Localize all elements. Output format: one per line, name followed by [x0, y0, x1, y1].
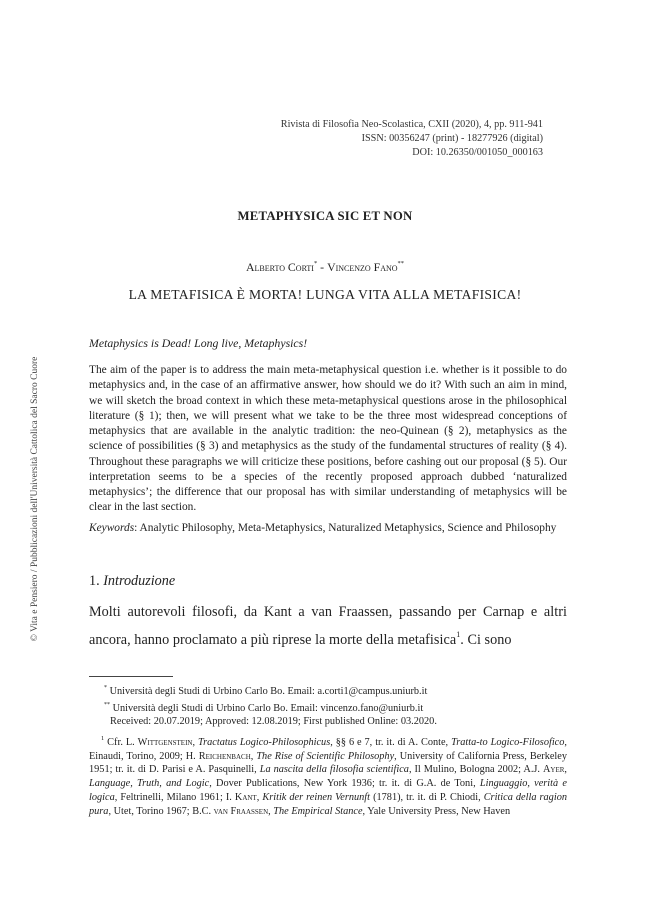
affiliation-1-mark: * [104, 685, 107, 691]
section-heading-title: Introduzione [103, 573, 176, 589]
affiliation-2 [104, 699, 574, 716]
footnote-text: , Einaudi, Torino, 2009; H. [89, 737, 567, 762]
footnote-reference-1[interactable]: 1 [456, 629, 461, 639]
footnote-text: , [192, 737, 198, 748]
cited-work-language: Language, Truth, and Logic [89, 778, 210, 790]
cited-work-empirical-stance: The Empirical Stance [273, 805, 363, 817]
keywords-text: : Analytic Philosophy, Meta-Metaphysics, Naturalized Metaphysics, Science and Philosophy [134, 522, 557, 534]
cited-work-trattato: Tratta-to Logico-Filosofico [451, 737, 565, 748]
footnote-text: , [256, 791, 263, 803]
footnote-text: , Il Mulino, Bologna 2002; A.J. [408, 764, 543, 776]
affiliation-2-mark: ** [104, 701, 110, 708]
footnote-text: , Yale University Press, New Haven [362, 805, 511, 817]
footnote-text: , [564, 764, 567, 776]
footnote-text: , Dover Publications, New York 1936; tr. it. di G.A. de Toni, [209, 778, 480, 790]
journal-header [281, 118, 543, 160]
cited-author-wittgenstein: Wittgenstein [137, 737, 193, 748]
cited-work-nascita: La nascita della filosofia scientifica [259, 764, 409, 776]
author-affiliations [104, 682, 574, 729]
affiliation-1 [104, 682, 574, 699]
footnote-text: (1781), tr. it. di P. Chiodi, [370, 791, 484, 803]
cited-author-kant: Kant [234, 791, 257, 803]
footnote-1 [89, 732, 567, 818]
cited-work-kritik: Kritik der reinen Vernunft [262, 791, 371, 803]
author-1: Alberto Corti [245, 260, 314, 274]
footnote-text: , [268, 805, 274, 817]
author-separator: - [317, 260, 328, 274]
footnote-text: , University of California Press, Berkeley 1951; tr. it. di D. Parisi e A. Pasquinelli, [89, 750, 568, 776]
author-2: Vincenzo Fano [327, 260, 398, 274]
journal-citation: Rivista di Filosofia Neo-Scolastica, CXII (2020), 4, pp. 911-941 [280, 119, 543, 130]
cited-author-ayer: Ayer [542, 764, 565, 776]
footnote-text: Cfr. L. [104, 737, 138, 748]
cited-work-linguaggio: Linguaggio, verità e logica [89, 778, 567, 803]
authors-line [0, 260, 650, 275]
cited-work-critica: Critica della ragion pura [89, 791, 567, 817]
footnote-1-mark: 1 [101, 735, 105, 742]
journal-issn: ISSN: 00356247 (print) - 18277926 (digital) [361, 133, 543, 144]
footnote-text: , Utet, Torino 1967; B.C. [108, 805, 214, 817]
footnote-text: , Feltrinelli, Milano 1961; I. [114, 791, 235, 803]
publication-dates: Received: 20.07.2019; Approved: 12.08.2019; First published Online: 03.2020. [110, 716, 437, 728]
cited-work-tractatus: Tractatus Logico-Philosophicus [197, 737, 331, 748]
cited-author-reichenbach: Reichenbach [198, 750, 251, 762]
body-text: Molti autorevoli filosofi, da Kant a van Fraassen, passando per Carnap e altri ancora, hanno proclamato a più riprese la morte della metafisica [89, 604, 567, 648]
footnote-text: , §§ 6 e 7, tr. it. di A. Conte, [330, 737, 452, 748]
cited-author-van-fraassen: van Fraassen [213, 805, 269, 817]
section-number: 1. [89, 573, 104, 589]
article-title: LA METAFISICA È MORTA! LUNGA VITA ALLA METAFISICA! [128, 287, 522, 302]
author-2-note-mark: ** [397, 260, 405, 267]
body-text-continued: . Ci sono [460, 631, 512, 648]
author-1-note-mark: * [313, 260, 318, 267]
keywords [89, 521, 567, 536]
affiliation-1-text: Università degli Studi di Urbino Carlo Bo. Email: a.corti1@campus.uniurb.it [107, 686, 428, 697]
affiliation-2-text: Università degli Studi di Urbino Carlo Bo. Email: vincenzo.fano@uniurb.it [110, 702, 424, 714]
body-paragraph [89, 601, 567, 651]
section-heading [89, 573, 567, 590]
cited-work-rise: The Rise of Scientific Philosophy [256, 750, 395, 762]
keywords-label: Keywords [89, 522, 135, 534]
footnote-divider [89, 676, 173, 677]
publisher-copyright-credit: © Vita e Pensiero / Pubblicazioni dell'Università Cattolica del Sacro Cuore [30, 356, 40, 642]
footnote-text: , [250, 750, 257, 762]
section-title: METAPHYSICA SIC ET NON [237, 209, 413, 223]
abstract: The aim of the paper is to address the main meta-metaphysical question i.e. whether is it possible to do metaphysics and, in the case of an affirmative answer, how should we do it? With such an aim in mind, we will sketch the broad context in which these meta-metaphysical questions arose in the philosophical literature (§ 1); then, we will present what we take to be the three most widespread conceptions of metaphysics that are available in the analytic tradition: the neo-Quinean (§ 2), metaphysics as the science of possibilities (§ 3) and metaphysics as the study of the fundamental structures of reality (§ 4). Throughout these paragraphs we will criticize these positions, before cashing out our proposal (§ 5). Our interpretation seems to be a species of the recently proposed approach dubbed ‘naturalized metaphysics’; the difference that our proposal has with similar understanding of metaphysics will be clear in the last section. [89, 364, 567, 514]
english-title: Metaphysics is Dead! Long live, Metaphysics! [89, 336, 308, 350]
journal-doi: DOI: 10.26350/001050_000163 [412, 147, 543, 158]
